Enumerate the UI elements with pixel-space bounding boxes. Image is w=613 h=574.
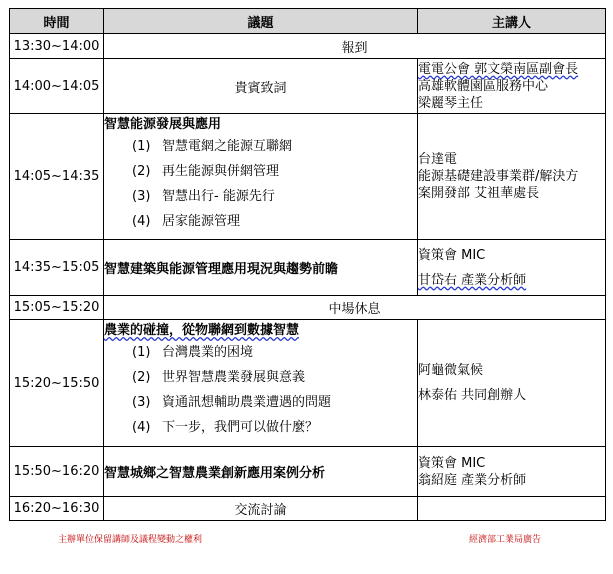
table-row	[10, 447, 606, 497]
agenda-table	[9, 8, 606, 521]
subtopic-item: (3) 資通訊想輔助農業遭遇的問題	[132, 395, 332, 410]
speaker-line: 電電公會 郭文榮南區副會長	[418, 61, 579, 77]
speaker-line: 翁紹庭 產業分析師	[418, 472, 527, 488]
header-speaker: 主講人	[418, 9, 606, 34]
row-time: 14:00~14:05	[10, 59, 104, 114]
speaker-line: 林泰佑 共同創辦人	[418, 388, 527, 403]
speaker-line: 能源基礎建設事業群/解決方	[418, 169, 579, 184]
table-row	[10, 240, 606, 296]
speaker-line: 甘岱右 產業分析師	[418, 272, 527, 288]
row-topic: 智慧建築與能源管理應用現況與趨勢前瞻	[104, 240, 418, 296]
speaker-line: 資策會 MIC	[418, 247, 486, 263]
speaker-line: 案開發部 艾祖華處長	[418, 186, 540, 201]
row-topic: 交流討論	[104, 497, 418, 521]
row-topic: 中場休息	[104, 296, 606, 320]
subtopic-item: (2) 世界智慧農業發展與意義	[132, 370, 306, 385]
subtopic-item: (2) 再生能源與併網管理	[132, 164, 280, 179]
row-topic: 智慧城鄉之智慧農業創新應用案例分析	[104, 447, 418, 497]
subtopic-list	[104, 340, 417, 440]
row-speaker	[418, 114, 606, 240]
subtopic-item: (4) 居家能源管理	[132, 214, 241, 229]
footer-sponsor: 經濟部工業局廣告	[469, 535, 542, 545]
row-speaker	[418, 320, 606, 447]
row-speaker	[418, 447, 606, 497]
subtopic-item: (3) 智慧出行- 能源先行	[132, 189, 275, 204]
row-time: 15:50~16:20	[10, 447, 104, 497]
topic-title: 農業的碰撞，從物聯網到數據智慧	[104, 323, 300, 338]
table-row	[10, 34, 606, 59]
subtopic-item: (1) 智慧電網之能源互聯網	[132, 139, 293, 154]
footer-disclaimer: 主辦單位保留講師及議程變動之權利	[58, 535, 203, 545]
header-topic: 議題	[104, 9, 418, 34]
speaker-line: 資策會 MIC	[418, 455, 486, 471]
row-speaker	[418, 59, 606, 114]
subtopic-item: (4) 下一步，我們可以做什麼？	[132, 420, 319, 435]
table-row	[10, 59, 606, 114]
row-time: 14:05~14:35	[10, 114, 104, 240]
row-speaker	[418, 497, 606, 521]
speaker-line: 高雄軟體園區服務中心	[418, 78, 549, 94]
row-topic: 報到	[104, 34, 606, 59]
row-time: 15:20~15:50	[10, 320, 104, 447]
table-row	[10, 114, 606, 240]
row-speaker	[418, 240, 606, 296]
table-row	[10, 497, 606, 521]
header-time: 時間	[10, 9, 104, 34]
speaker-line: 梁麗琴主任	[418, 95, 484, 111]
speaker-line: 台達電	[418, 152, 458, 167]
row-time: 13:30~14:00	[10, 34, 104, 59]
row-topic	[104, 320, 418, 447]
row-time: 16:20~16:30	[10, 497, 104, 521]
table-row	[10, 296, 606, 320]
table-header-row	[10, 9, 606, 34]
row-topic: 貴賓致詞	[104, 59, 418, 114]
row-time: 14:35~15:05	[10, 240, 104, 296]
subtopic-item: (1) 台灣農業的困境	[132, 345, 254, 360]
subtopic-list	[104, 134, 417, 234]
topic-title: 智慧能源發展與應用	[104, 117, 222, 132]
table-row	[10, 320, 606, 447]
row-topic	[104, 114, 418, 240]
speaker-line: 阿龜微氣候	[418, 363, 484, 378]
row-time: 15:05~15:20	[10, 296, 104, 320]
